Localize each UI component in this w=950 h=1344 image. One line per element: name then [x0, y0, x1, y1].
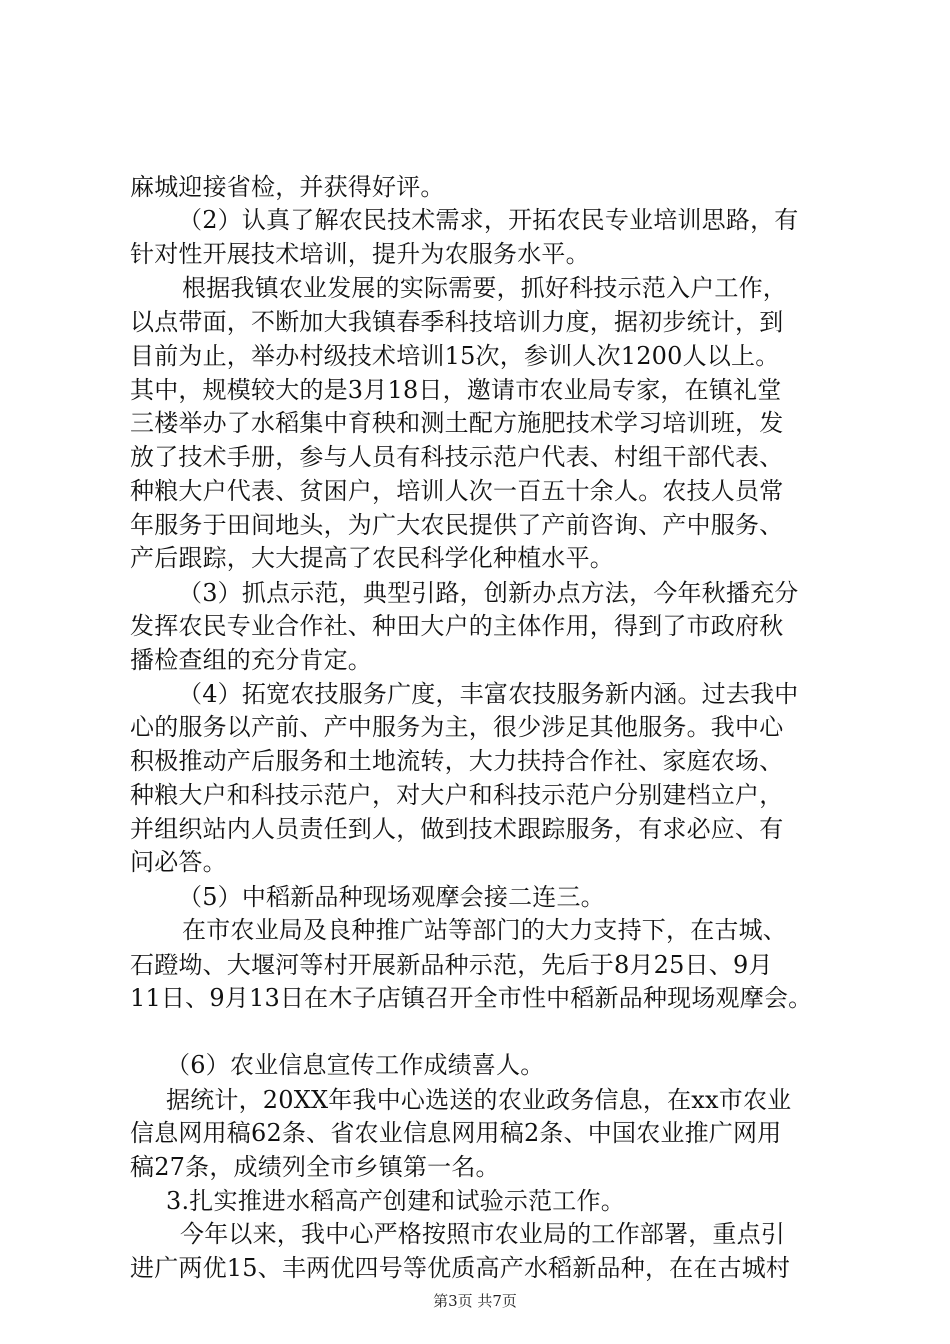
- text-line: 积极推动产后服务和土地流转，大力扶持合作社、家庭农场、: [130, 747, 784, 775]
- text-line: 在市农业局及良种推广站等部门的大力支持下，在古城、: [182, 916, 787, 944]
- page-number-footer: 第3页 共7页: [433, 1292, 517, 1310]
- text-line: （3）抓点示范，典型引路，创新办点方法，今年秋播充分: [178, 579, 799, 607]
- text-line: 年服务于田间地头，为广大农民提供了产前咨询、产中服务、: [130, 511, 784, 539]
- text-line: 播检查组的充分肯定。: [130, 646, 372, 674]
- text-line: 并组织站内人员责任到人，做到技术跟踪服务，有求必应、有: [130, 815, 784, 843]
- text-line: 心的服务以产前、产中服务为主，很少涉足其他服务。我中心: [130, 713, 784, 741]
- text-line: 放了技术手册，参与人员有科技示范户代表、村组干部代表、: [130, 443, 784, 471]
- text-line: 发挥农民专业合作社、种田大户的主体作用，得到了市政府秋: [130, 612, 784, 640]
- text-line: 信息网用稿62条、省农业信息网用稿2条、中国农业推广网用: [130, 1119, 782, 1147]
- text-line: 其中，规模较大的是3月18日，邀请市农业局专家，在镇礼堂: [130, 376, 782, 404]
- text-line: 稿27条，成绩列全市乡镇第一名。: [130, 1153, 500, 1181]
- text-line: 产后跟踪，大大提高了农民科学化种植水平。: [130, 544, 614, 572]
- text-line: 麻城迎接省检，并获得好评。: [130, 173, 445, 201]
- text-line: （5）中稻新品种现场观摩会接二连三。: [178, 883, 605, 911]
- text-line: 据统计，20XX年我中心选送的农业政务信息，在xx市农业: [166, 1086, 792, 1114]
- text-line: 种粮大户和科技示范户，对大户和科技示范户分别建档立户，: [130, 781, 784, 809]
- text-line: 目前为止，举办村级技术培训15次，参训人次1200人以上。: [130, 342, 780, 370]
- text-line: 针对性开展技术培训，提升为农服务水平。: [130, 240, 590, 268]
- text-line: 问必答。: [130, 848, 227, 876]
- text-line: 进广两优15、丰两优四号等优质高产水稻新品种，在在古城村: [130, 1254, 791, 1282]
- text-line: 种粮大户代表、贫困户，培训人次一百五十余人。农技人员常: [130, 477, 784, 505]
- text-line: 今年以来，我中心严格按照市农业局的工作部署，重点引: [180, 1220, 785, 1248]
- text-line: （4）拓宽农技服务广度，丰富农技服务新内涵。过去我中: [178, 680, 799, 708]
- text-line: （2）认真了解农民技术需求，开拓农民专业培训思路，有: [178, 206, 799, 234]
- text-line: 3.扎实推进水稻高产创建和试验示范工作。: [166, 1187, 625, 1215]
- text-line: 以点带面，不断加大我镇春季科技培训力度，据初步统计，到: [130, 308, 784, 336]
- text-line: 三楼举办了水稻集中育秧和测土配方施肥技术学习培训班，发: [130, 409, 784, 437]
- text-line: 根据我镇农业发展的实际需要，抓好科技示范入户工作，: [182, 274, 787, 302]
- text-line: 11日、9月13日在木子店镇召开全市性中稻新品种现场观摩会。: [130, 984, 813, 1012]
- text-line: （6）农业信息宣传工作成绩喜人。: [166, 1051, 545, 1079]
- text-line: 石蹬坳、大堰河等村开展新品种示范，先后于8月25日、9月: [130, 951, 773, 979]
